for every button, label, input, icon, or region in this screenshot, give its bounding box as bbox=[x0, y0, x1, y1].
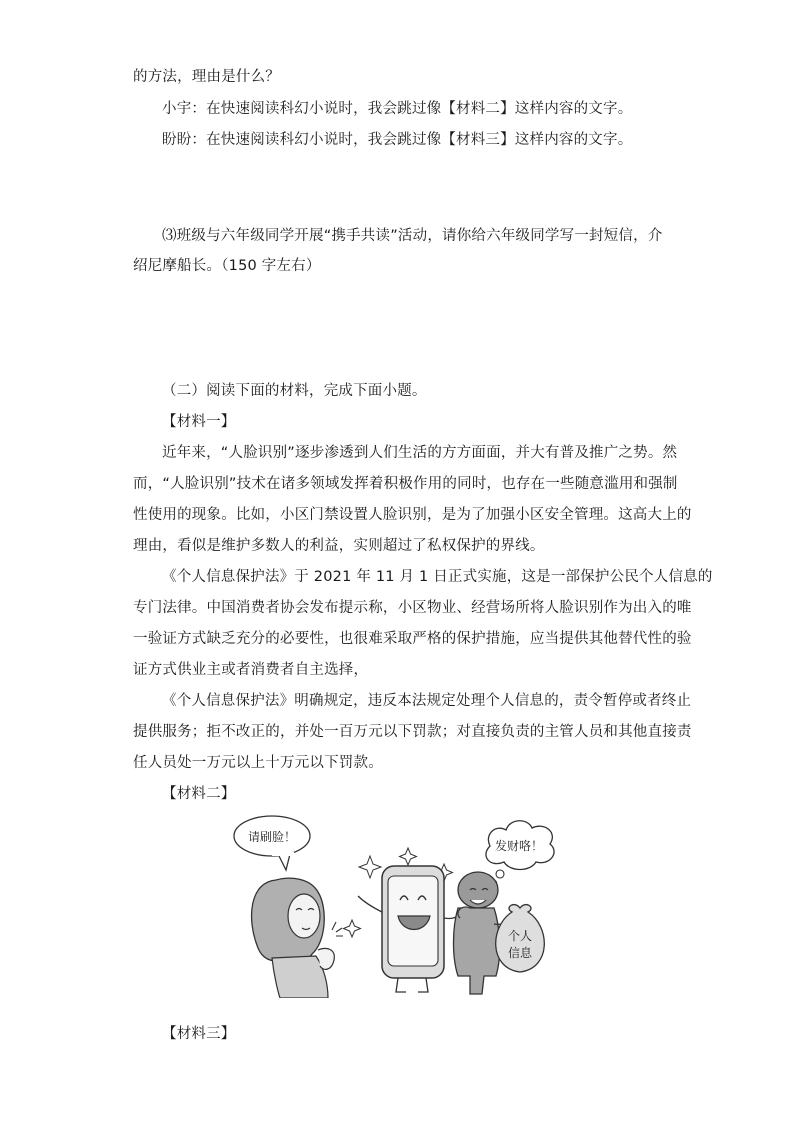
smartphone-figure bbox=[358, 866, 464, 992]
section-heading: （二）阅读下面的材料，完成下面小题。 bbox=[162, 383, 427, 399]
money-bag bbox=[496, 905, 545, 972]
text-line: 近年来，“人脸识别”逐步渗透到人们生活的方方面面，并大有普及推广之势。然 bbox=[162, 445, 678, 461]
question-3: ⑶班级与六年级同学开展“携手共读”活动，请你给六年级同学写一封短信，介 bbox=[162, 228, 663, 244]
bag-label-line1: 个人 bbox=[507, 929, 533, 943]
material-1-label: 【材料一】 bbox=[162, 414, 236, 430]
text-line: 《个人信息保护法》明确规定，违反本法规定处理个人信息的，责令暂停或者终止 bbox=[162, 693, 692, 709]
speech-bubble bbox=[234, 816, 310, 870]
speech-text: 请刷脸！ bbox=[247, 830, 297, 844]
text-line: 小宇：在快速阅读科幻小说时，我会跳过像【材料二】这样内容的文字。 bbox=[162, 101, 633, 117]
material-2-cartoon bbox=[232, 808, 560, 998]
material-2-label: 【材料二】 bbox=[162, 786, 236, 802]
text-line: 性使用的现象。比如，小区门禁设置人脸识别，是为了加强小区安全管理。这高大上的 bbox=[133, 507, 692, 523]
text-line: 而，“人脸识别”技术在诸多领域发挥着积极作用的同时，也存在一些随意滥用和强制 bbox=[133, 476, 678, 492]
text-line: 一验证方式缺乏充分的必要性，也很难采取严格的保护措施，应当提供其他替代性的验 bbox=[133, 631, 692, 647]
text-line: 盼盼：在快速阅读科幻小说时，我会跳过像【材料三】这样内容的文字。 bbox=[162, 132, 633, 148]
woman-figure bbox=[252, 878, 343, 998]
text-line: 证方式供业主或者消费者自主选择， bbox=[133, 662, 369, 678]
thought-bubble bbox=[486, 821, 554, 886]
text-line: 任人员处一万元以上十万元以下罚款。 bbox=[133, 755, 383, 771]
material-3-label: 【材料三】 bbox=[162, 1026, 236, 1042]
text-line: 专门法律。中国消费者协会发布提示称，小区物业、经营场所将人脸识别作为出入的唯 bbox=[133, 600, 692, 616]
bag-label-line2: 信息 bbox=[507, 946, 533, 960]
text-line: 提供服务；拒不改正的，并处一百万元以下罚款；对直接负责的主管人员和其他直接责 bbox=[133, 724, 692, 740]
thought-text: 发财咯！ bbox=[494, 839, 544, 853]
text-line: 的方法，理由是什么？ bbox=[133, 69, 280, 85]
text-line: 《个人信息保护法》于 2021 年 11 月 1 日正式实施，这是一部保护公民个人信息的 bbox=[162, 569, 713, 585]
text-line: 绍尼摩船长。（150 字左右） bbox=[133, 258, 321, 274]
text-line: 理由，看似是维护多数人的利益，实则超过了私权保护的界线。 bbox=[133, 538, 545, 554]
